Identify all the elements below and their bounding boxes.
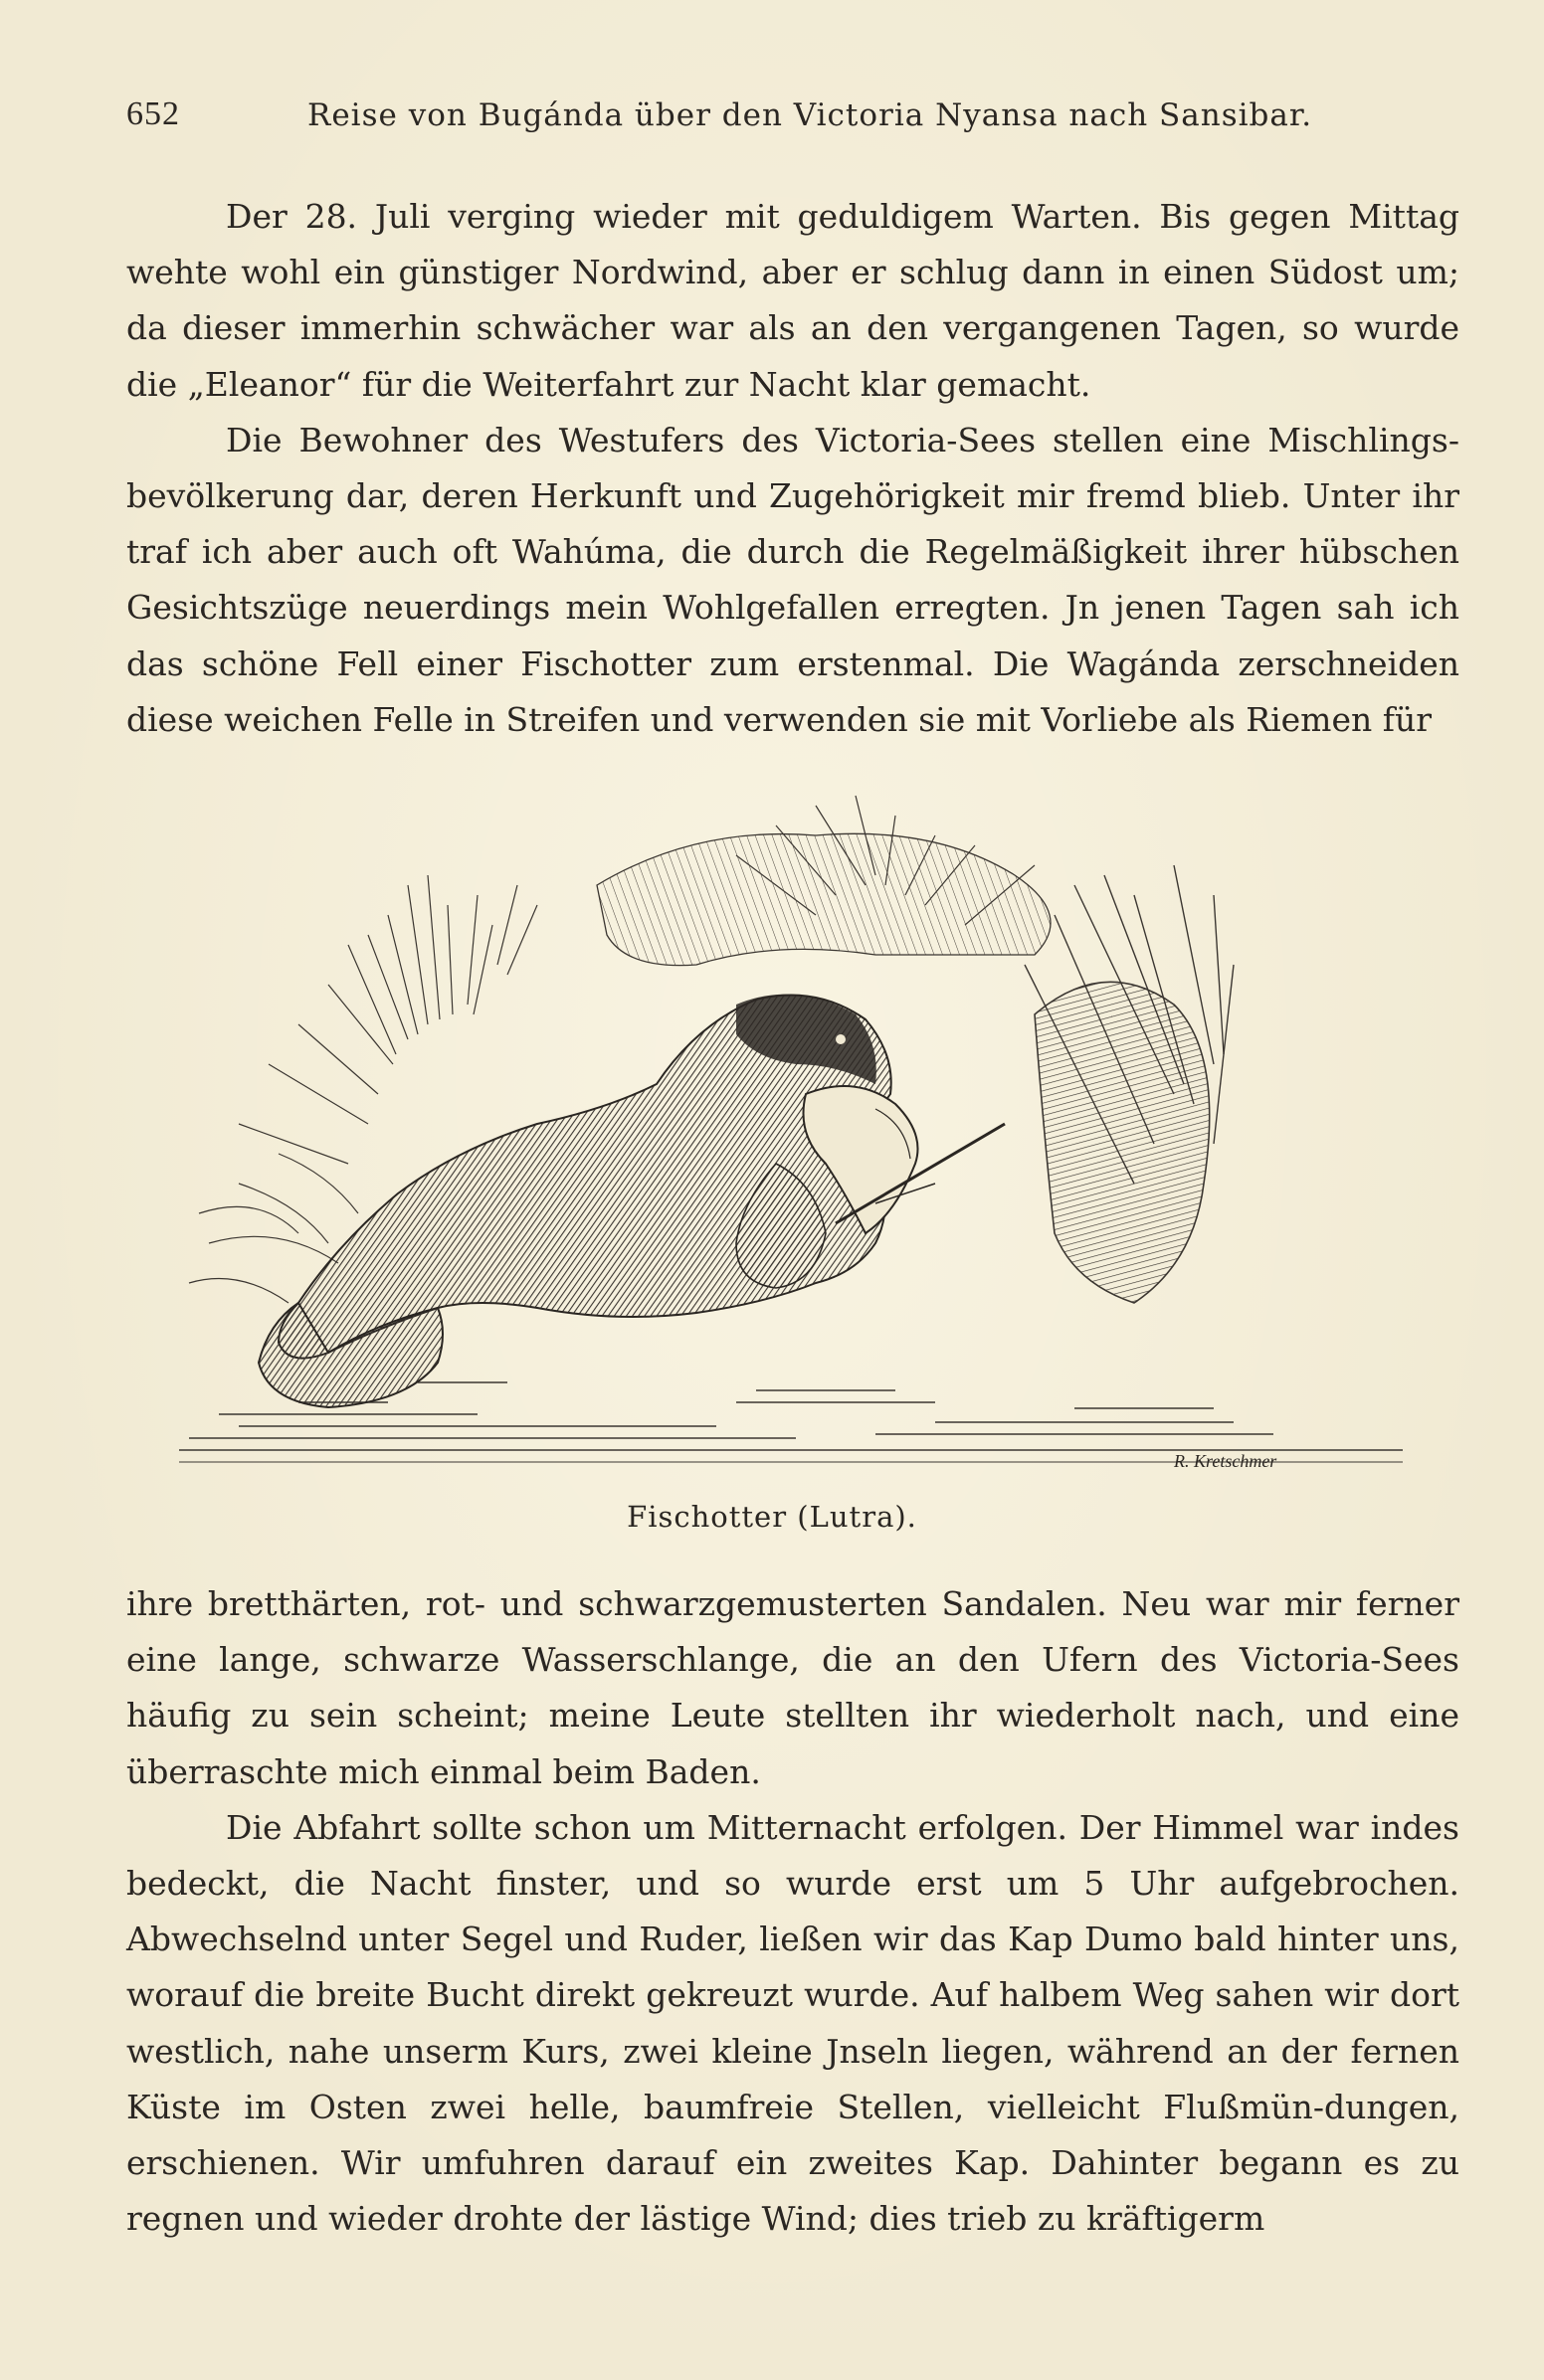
body-text-top bbox=[126, 189, 1459, 748]
figure-caption: Fischotter (Lutra). bbox=[627, 1500, 917, 1534]
paragraph: Der 28. Juli verging wieder mit geduldigem Warten. Bis gegen Mittag wehte wohl ein günstiger Nordwind, aber er schlug dann in einen Südost um; da dieser immerhin schwächer war als an den vergangenen Tagen, so wurde die „Eleanor“ für die Weiterfahrt zur Nacht klar gemacht. bbox=[126, 197, 1459, 404]
paragraph: Die Bewohner des Westufers des Victoria-Sees stellen eine Mischlings-bevölkerung dar, deren Herkunft und Zugehörigkeit mir fremd blieb. Unter ihr traf ich aber auch oft Wahúma, die durch die Regelmäßigkeit ihrer hübschen Gesichtszüge neuerdings mein Wohlgefallen erregten. Jn jenen Tagen sah ich das schöne Fell einer Fischotter zum erstenmal. Die Wagánda zerschneiden diese weichen Felle in Streifen und verwenden sie mit Vorliebe als Riemen für bbox=[126, 420, 1459, 739]
page-header bbox=[126, 95, 1459, 145]
body-text-bottom bbox=[126, 1576, 1459, 2247]
otter-illustration bbox=[179, 766, 1403, 1482]
artist-signature: R. Kretschmer bbox=[1174, 1451, 1277, 1471]
paragraph: ihre bretthärten, rot- und schwarzgemusterten Sandalen. Neu war mir ferner eine lange, schwarze Wasserschlange, die an den Ufern des Victoria-Sees häufig zu sein scheint; meine Leute stellten ihr wiederholt nach, und eine überraschte mich einmal beim Baden. bbox=[126, 1584, 1459, 1791]
otter-eye bbox=[836, 1034, 846, 1044]
right-rock bbox=[1035, 982, 1210, 1303]
running-title: Reise von Bugánda über den Victoria Nyansa nach Sansibar. bbox=[307, 97, 1313, 133]
page-number: 652 bbox=[126, 95, 180, 132]
background-rock bbox=[597, 833, 1051, 965]
paragraph: Die Abfahrt sollte schon um Mitternacht erfolgen. Der Himmel war indes bedeckt, die Nacht finster, und so wurde erst um 5 Uhr aufgebrochen. Abwechselnd unter Segel und Ruder, ließen wir das Kap Dumo bald hinter uns, worauf die breite Bucht direkt gekreuzt wurde. Auf halbem Weg sahen wir dort westlich, nahe unserm Kurs, zwei kleine Jnseln liegen, während an der fernen Küste im Osten zwei helle, baumfreie Stellen, vielleicht Flußmün-dungen, erschienen. Wir umfuhren darauf ein zweites Kap. Dahinter begann es zu regnen und wieder drohte der lästige Wind; dies trieb zu kräftigerm bbox=[126, 1807, 1459, 2239]
